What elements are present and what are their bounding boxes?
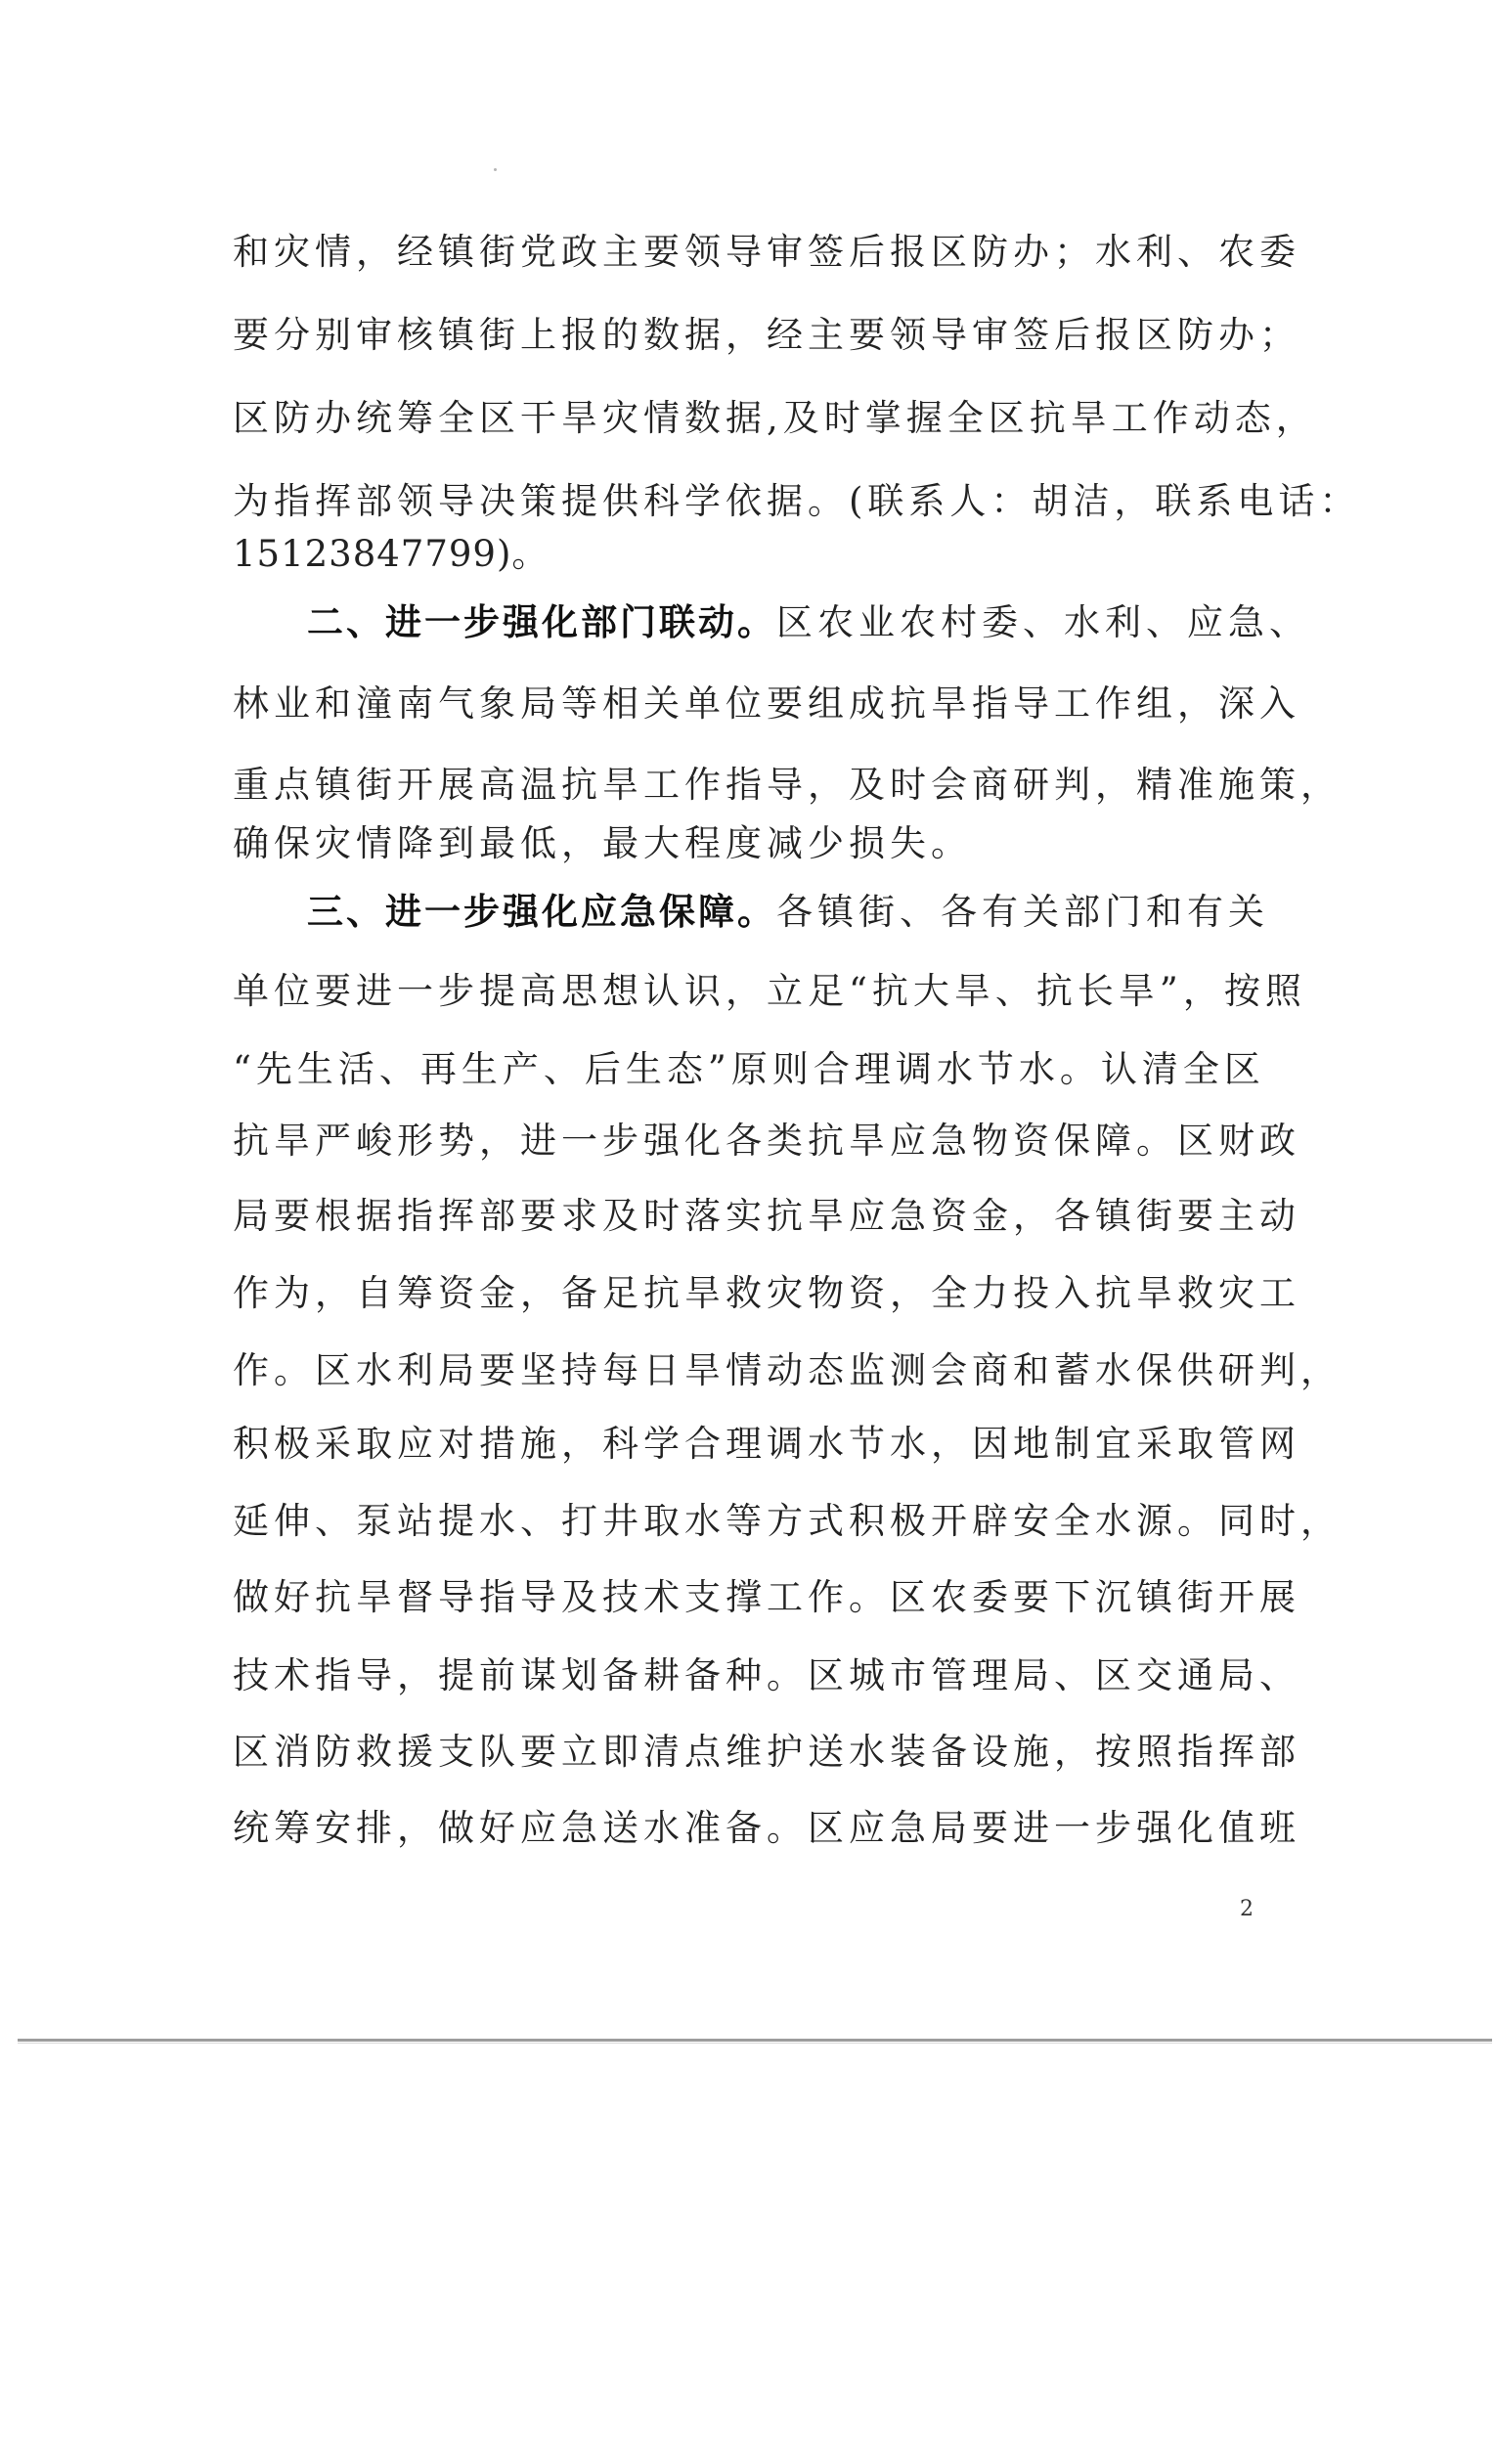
text-line: 区农业农村委、水利、应急、 [776, 601, 1310, 643]
text-line: 作。区水利局要坚持每日旱情动态监测会商和蓄水保供研判， [233, 1349, 1342, 1391]
text-line: 各镇街、各有关部门和有关 [776, 891, 1269, 933]
text-line: 重点镇街开展高温抗旱工作指导，及时会商研判，精准施策， [233, 764, 1342, 806]
text-line: 技术指导，提前谋划备耕备种。区城市管理局、区交通局、 [233, 1654, 1300, 1696]
text-line: 林业和潼南气象局等相关单位要组成抗旱指导工作组，深入 [233, 682, 1300, 725]
text-line: 抗旱严峻形势，进一步强化各类抗旱应急物资保障。区财政 [233, 1120, 1300, 1162]
text-line: 做好抗旱督导指导及技术支撑工作。区农委要下沉镇街开展 [233, 1576, 1300, 1618]
page-bottom-edge-shadow [18, 2043, 1492, 2044]
text-line: 统筹安排，做好应急送水准备。区应急局要进一步强化值班 [233, 1807, 1300, 1849]
section-3-heading: 三、进一步强化应急保障。 [307, 891, 776, 933]
text-line: “先生活、再生产、后生态”原则合理调水节水。认清全区 [233, 1048, 1265, 1090]
page-bottom-edge [18, 2039, 1492, 2042]
text-line: 为指挥部领导决策提供科学依据。(联系人：胡洁，联系电话： [233, 480, 1361, 522]
text-line: 区防办统筹全区干旱灾情数据,及时掌握全区抗旱工作动态， [233, 397, 1317, 439]
text-line: 要分别审核镇街上报的数据，经主要领导审签后报区防办； [233, 314, 1300, 356]
text-line: 和灾情，经镇街党政主要领导审签后报区防办；水利、农委 [233, 231, 1300, 273]
text-line: 延伸、泵站提水、打井取水等方式积极开辟安全水源。同时， [233, 1500, 1342, 1542]
text-line: 15123847799)。 [233, 533, 550, 575]
text-line: 单位要进一步提高思想认识，立足“抗大旱、抗长旱”，按照 [233, 970, 1306, 1012]
section-2-first-line [307, 594, 1310, 652]
scan-speck [494, 168, 497, 171]
text-line: 积极采取应对措施，科学合理调水节水，因地制宜采取管网 [233, 1423, 1300, 1465]
text-line: 区消防救援支队要立即清点维护送水装备设施，按照指挥部 [233, 1731, 1300, 1773]
text-line: 局要根据指挥部要求及时落实抗旱应急资金，各镇街要主动 [233, 1195, 1300, 1237]
section-2-heading: 二、进一步强化部门联动。 [307, 601, 776, 643]
page-number: 2 [1240, 1897, 1254, 1921]
text-line: 作为，自筹资金，备足抗旱救灾物资，全力投入抗旱救灾工 [233, 1272, 1300, 1314]
section-3-first-line [307, 883, 1269, 942]
text-line: 确保灾情降到最低，最大程度减少损失。 [233, 822, 972, 864]
